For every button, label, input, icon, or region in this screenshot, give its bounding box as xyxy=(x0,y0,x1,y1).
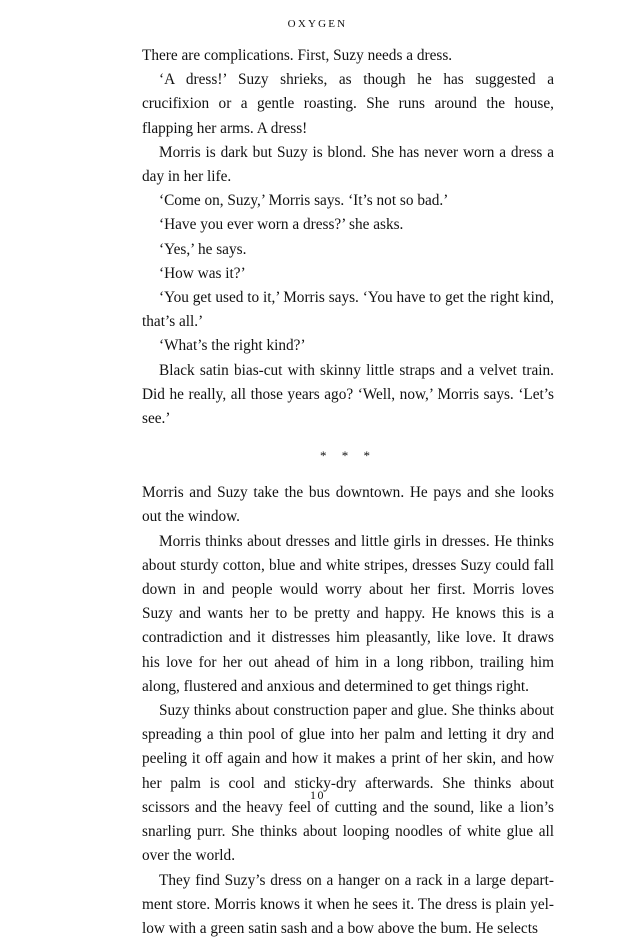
paragraph: ‘What’s the right kind?’ xyxy=(142,334,554,358)
page-number: 10 xyxy=(0,788,635,803)
paragraph: Suzy thinks about construction paper and glue. She thinks about spreading a thin pool of glue into her palm and letting it dry and peeling it off again and how it makes a print of her skin, and how her palm is cool and sticky-dry afterwards. She thinks about scissors and the heavy feel of cutting and the sound, like a lion’s snarling purr. She thinks about looping noodles of white glue all over the world. xyxy=(142,699,554,868)
paragraph: ‘Have you ever worn a dress?’ she asks. xyxy=(142,213,554,237)
paragraph: There are complications. First, Suzy needs a dress. xyxy=(142,44,554,68)
paragraph: ‘You get used to it,’ Morris says. ‘You have to get the right kind, that’s all.’ xyxy=(142,286,554,334)
paragraph: Morris is dark but Suzy is blond. She has never worn a dress a day in her life. xyxy=(142,141,554,189)
paragraph: ‘How was it?’ xyxy=(142,262,554,286)
body-text xyxy=(142,44,554,941)
paragraph: ‘Yes,’ he says. xyxy=(142,238,554,262)
paragraph: They find Suzy’s dress on a hanger on a rack in a large department store. Morris knows it when he sees it. The dress is plain yellow with a green satin sash and a bow above the bum. He selects xyxy=(142,869,554,941)
section-break: * * * xyxy=(142,431,554,481)
paragraph: ‘Come on, Suzy,’ Morris says. ‘It’s not so bad.’ xyxy=(142,189,554,213)
running-head: OXYGEN xyxy=(0,18,635,30)
paragraph: Morris thinks about dresses and little girls in dresses. He thinks about sturdy cotton, blue and white stripes, dresses Suzy could fall down in and people would worry about her first. Morris loves Suzy and wants her to be pretty and happy. He knows this is a contradiction and it distresses him pleasantly, like love. It draws his love for her out ahead of him in a long ribbon, trailing him along, flustered and anxious and determined to get things right. xyxy=(142,530,554,699)
paragraph: Black satin bias-cut with skinny little straps and a velvet train. Did he really, all those years ago? ‘Well, now,’ Morris says. ‘Let’s see.’ xyxy=(142,359,554,432)
paragraph: Morris and Suzy take the bus downtown. He pays and she looks out the window. xyxy=(142,481,554,529)
paragraph: ‘A dress!’ Suzy shrieks, as though he has suggested a crucifixion or a gentle roasting. She runs around the house, flapping her arms. A dress! xyxy=(142,68,554,141)
